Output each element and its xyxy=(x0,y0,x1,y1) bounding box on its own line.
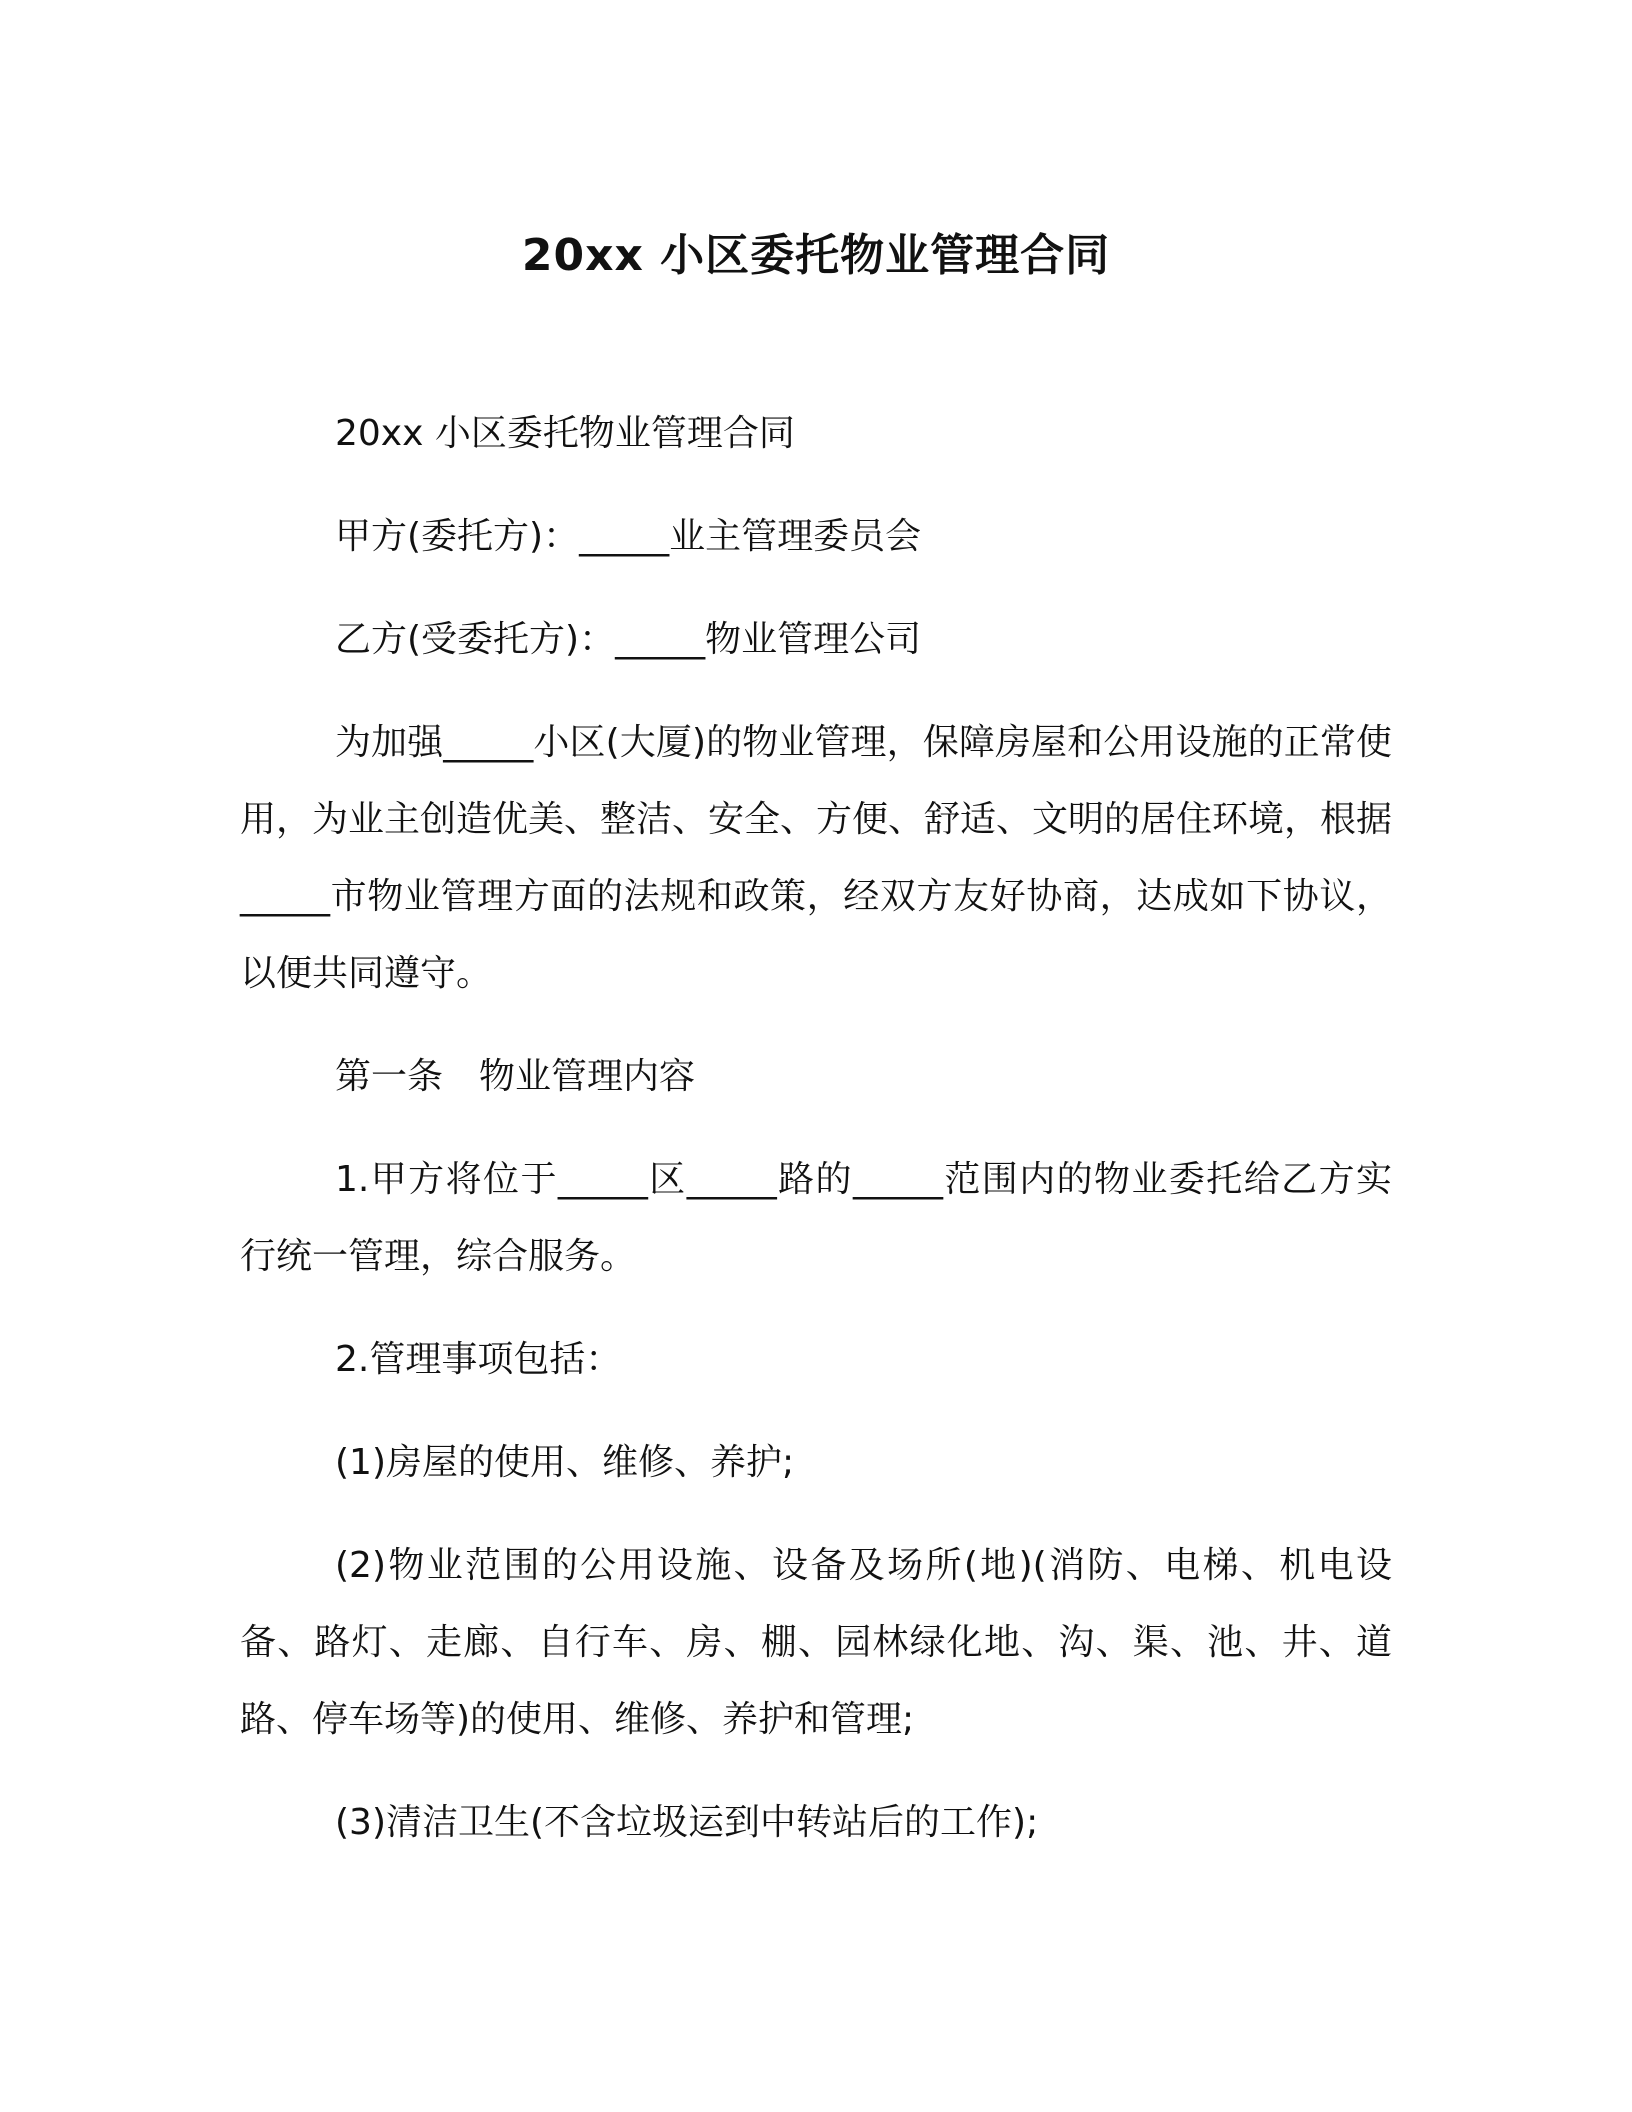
document-title: 20xx 小区委托物业管理合同 xyxy=(521,230,1111,281)
item-2-paragraph: (2)物业范围的公用设施、设备及场所(地)(消防、电梯、机电设备、路灯、走廊、自行车、房、棚、园林绿化地、沟、渠、池、井、道路、停车场等)的使用、维修、养护和管理; xyxy=(240,1545,1392,1740)
party-b-paragraph: 乙方(受委托方)：_____物业管理公司 xyxy=(335,619,922,660)
clause-2-paragraph: 2.管理事项包括： xyxy=(335,1339,622,1380)
article-1-heading: 第一条 物业管理内容 xyxy=(335,1056,696,1097)
subtitle-paragraph: 20xx 小区委托物业管理合同 xyxy=(335,413,795,454)
item-3-paragraph: (3)清洁卫生(不含垃圾运到中转站后的工作); xyxy=(335,1802,1039,1843)
document-body xyxy=(240,395,1392,1887)
clause-1-paragraph: 1.甲方将位于_____区_____路的_____范围内的物业委托给乙方实行统一管理，综合服务。 xyxy=(240,1159,1392,1277)
item-1-paragraph: (1)房屋的使用、维修、养护; xyxy=(335,1442,795,1483)
preamble-paragraph: 为加强_____小区(大厦)的物业管理，保障房屋和公用设施的正常使用，为业主创造优美、整洁、安全、方便、舒适、文明的居住环境，根据_____市物业管理方面的法规和政策，经双方友好协商，达成如下协议，以便共同遵守。 xyxy=(240,722,1393,994)
party-a-paragraph: 甲方(委托方)：_____业主管理委员会 xyxy=(335,516,922,557)
